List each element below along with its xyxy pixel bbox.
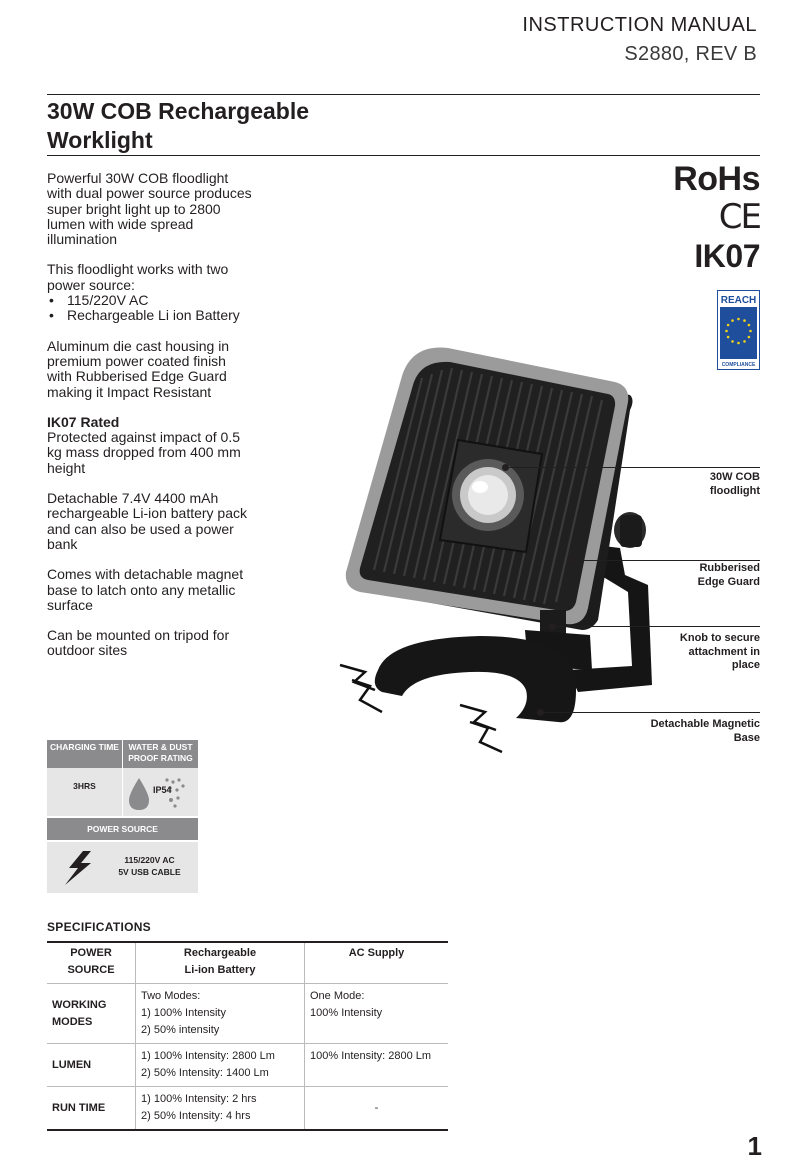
table-header-row: [47, 942, 448, 984]
reach-compliance-label: COMPLIANCE: [721, 362, 756, 368]
water-dust-header: WATER & DUST PROOF RATING: [123, 740, 198, 768]
rohs-mark: RoHs: [673, 160, 760, 198]
specifications-heading: SPECIFICATIONS: [47, 920, 151, 934]
lightning-icon: [61, 850, 95, 886]
battery-value: 1) 100% Intensity: 2 hrs 2) 50% Intensity: 4 hrs: [136, 1087, 305, 1131]
power-source-cell: [47, 842, 198, 893]
page-number: 1: [747, 1131, 762, 1161]
row-label: RUN TIME: [47, 1087, 136, 1131]
description-paragraph: Protected against impact of 0.5 kg mass dropped from 400 mm height: [47, 429, 241, 476]
power-source-line1: 115/220V AC: [124, 855, 175, 865]
ik07-heading: IK07 Rated: [47, 413, 120, 430]
title-divider: [47, 155, 760, 156]
battery-value: Two Modes: 1) 100% Intensity 2) 50% intensity: [136, 984, 305, 1044]
ac-value: One Mode: 100% Intensity: [305, 984, 449, 1044]
callout-line: [505, 467, 760, 468]
callout-knob: Knob to secure attachment in place: [679, 632, 760, 671]
table-row: [47, 984, 448, 1044]
power-source-header: POWER SOURCE: [47, 818, 198, 840]
callout-dot: [537, 709, 544, 716]
callout-dot: [502, 464, 509, 471]
document-code: S2880, REV B: [624, 43, 757, 65]
header-ac-supply: AC Supply: [305, 942, 449, 984]
row-label: LUMEN: [47, 1044, 136, 1087]
charging-time-header: CHARGING TIME: [47, 740, 122, 768]
power-source-line2: 5V USB CABLE: [118, 867, 181, 877]
description-paragraph: Detachable 7.4V 4400 mAh rechargeable Li-ion battery pack and can also be used a power bank: [47, 490, 248, 552]
water-drop-icon: [123, 768, 198, 816]
ip-rating-cell: [123, 768, 198, 816]
description-paragraph: Aluminum die cast housing in premium power coated finish with Rubberised Edge Guard making it Impact Resistant: [47, 337, 230, 400]
list-item: • Rechargeable Li ion Battery: [47, 308, 252, 323]
ac-value: 100% Intensity: 2800 Lm: [305, 1044, 449, 1087]
ac-value: -: [305, 1087, 449, 1131]
callout-line: [540, 712, 760, 713]
header-battery: Rechargeable Li-ion Battery: [136, 942, 305, 984]
ik07-mark: IK07: [694, 238, 760, 274]
feature-info-table: [47, 740, 198, 893]
callout-dot: [569, 557, 576, 564]
callout-floodlight: 30W COB floodlight: [709, 471, 760, 497]
callout-dot: [549, 623, 556, 630]
table-row: [47, 1044, 448, 1087]
callout-line: [552, 626, 760, 627]
battery-value: 1) 100% Intensity: 2800 Lm 2) 50% Intensity: 1400 Lm: [136, 1044, 305, 1087]
document-type: INSTRUCTION MANUAL: [522, 14, 757, 36]
table-row: [47, 1087, 448, 1131]
description-paragraph: Powerful 30W COB floodlight with dual power source produces super bright light up to 2800 lumen with wide spread illumination: [47, 170, 252, 248]
row-label: WORKING MODES: [47, 984, 136, 1044]
product-description: [47, 171, 252, 674]
page-title: 30W COB Rechargeable Worklight: [47, 98, 310, 153]
callout-line: [572, 560, 760, 561]
list-item: • 115/220V AC: [47, 293, 252, 308]
callout-edge-guard: Rubberised Edge Guard: [697, 562, 760, 588]
top-divider: [47, 94, 760, 95]
worklight-product-image: [330, 330, 670, 770]
specifications-table: [47, 941, 448, 1131]
callout-magnetic-base: Detachable Magnetic Base: [650, 718, 760, 744]
description-paragraph: Comes with detachable magnet base to latch onto any metallic surface: [47, 566, 244, 613]
description-paragraph: Can be mounted on tripod for outdoor sites: [47, 627, 230, 659]
power-source-list: [47, 293, 252, 324]
reach-compliance-icon: [717, 290, 760, 370]
ce-mark: CE: [718, 197, 760, 237]
ip-rating-value: IP54: [153, 785, 172, 795]
header-power-source: POWER SOURCE: [47, 942, 136, 984]
description-paragraph: This floodlight works with two power source:: [47, 261, 229, 293]
charging-time-value: 3HRS: [47, 768, 122, 816]
reach-label: REACH: [720, 295, 757, 306]
